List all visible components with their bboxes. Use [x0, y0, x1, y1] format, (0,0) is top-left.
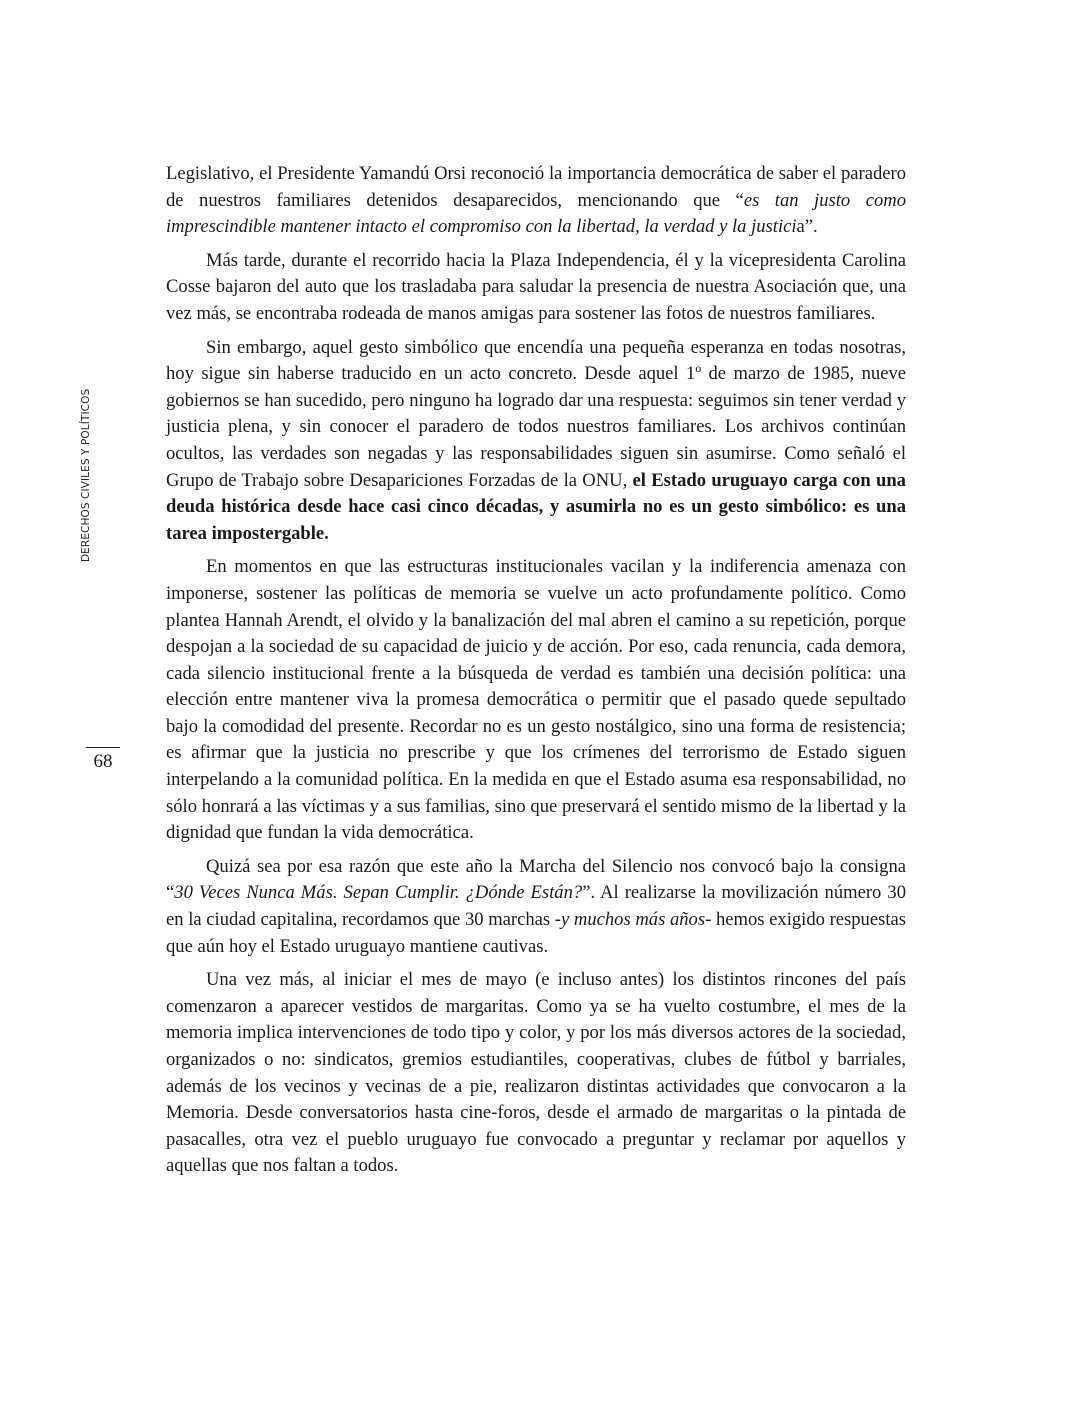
text-segment: Una vez más, al iniciar el mes de mayo (e incluso antes) los distintos rincones del país comenzaron a aparecer vestidos de margaritas. Como ya se ha vuelto costumbre, el mes de la memoria implica intervenciones de todo tipo y color, y por los más diversos actores de la sociedad, organizados o no: sindicatos, gremios estudiantiles, cooperativas, clubes de fútbol y barriales, además de los vecinos y vecinas de a pie, realizaron distintas actividades que convocaron a la Memoria. Desde conversatorios hasta cine-foros, desde el armado de margaritas o la pintada de pasacalles, otra vez el pueblo uruguayo fue convocado a preguntar y reclamar por aquellos y aquellas que nos faltan a todos.: [166, 969, 906, 1177]
body-text: [166, 161, 906, 1187]
text-segment: hemos exigido respuestas que aún hoy el Estado uruguayo mantiene cautivas.: [166, 909, 906, 957]
emphasis-bold: el Estado uruguayo carga con una deuda histórica desde hace casi cinco décadas, y asumirla no es un gesto simbólico: es una tarea impostergable.: [166, 469, 906, 544]
text-segment: Sin embargo, aquel gesto simbólico que encendía una pequeña esperanza en todas nosotras, hoy sigue sin haberse traducido en un acto concreto. Desde aquel 1º de marzo de 1985, nueve gobiernos se han sucedido, pero ninguno ha logrado dar una respuesta: seguimos sin tener verdad y justicia plena, y sin conocer el paradero de todos nuestros familiares. Los archivos continúan ocultos, las verdades son negadas y las responsabilidades siguen sin asumirse. Como señaló el Grupo de Trabajo sobre Desapariciones Forzadas de la ONU,: [166, 336, 906, 491]
slogan-italic: 30 Veces Nunca Más. Sepan Cumplir. ¿Dónde Están?: [174, 882, 583, 904]
text-segment: Legislativo, el Presidente Yamandú Orsi reconoció la importancia democrática de saber el paradero de nuestros familiares detenidos desaparecidos, mencionando que “: [166, 163, 906, 211]
text-segment: a”.: [796, 216, 818, 238]
quote-italic: es tan justo como imprescindible mantener intacto el compromiso con la libertad, la verdad y la justici: [166, 189, 906, 238]
text-segment: Más tarde, durante el recorrido hacia la Plaza Independencia, él y la vicepresidenta Carolina Cosse bajaron del auto que los trasladaba para saludar la presencia de nuestra Asociación que, una vez más, se encontraba rodeada de manos amigas para sostener las fotos de nuestros familiares.: [166, 249, 906, 324]
text-segment: En momentos en que las estructuras institucionales vacilan y la indiferencia amenaza con imponerse, sostener las políticas de memoria se vuelve un acto profundamente político. Como plantea Hannah Arendt, el olvido y la banalización del mal abren el camino a su repetición, porque despojan a la sociedad de su capacidad de juicio y de acción. Por eso, cada renuncia, cada demora, cada silencio institucional frente a la búsqueda de verdad es también una decisión política: una elección entre mantener viva la promesa democrática o permitir que el pasado quede sepultado bajo la comodidad del presente. Recordar no es un gesto nostálgico, sino una forma de resistencia; es afirmar que la justicia no prescribe y que los crímenes del terrorismo de Estado siguen interpelando a la comunidad política. En la medida en que el Estado asuma esa responsabilidad, no sólo honrará a las víctimas y a sus familias, sino que preservará el sentido mismo de la libertad y la dignidad que fundan la vida democrática.: [166, 556, 906, 844]
text-segment: Quizá sea por esa razón que este año la Marcha del Silencio nos convocó bajo la consigna “: [166, 855, 906, 904]
page-number: 68: [93, 751, 113, 772]
paragraph-5: [166, 854, 906, 960]
paragraph-6: [166, 967, 906, 1180]
paragraph-3: [166, 335, 906, 548]
paragraph-1: [166, 161, 906, 241]
aside-italic: -y muchos más años-: [554, 909, 712, 931]
paragraph-4: [166, 554, 906, 847]
paragraph-2: [166, 248, 906, 328]
text-segment: ”. Al realizarse la movilización número 30 en la ciudad capitalina, recordamos que 30 marchas: [166, 882, 906, 931]
page-number-rule: [86, 747, 120, 748]
running-head: DERECHOS CIVILES Y POLÍTICOS: [80, 388, 92, 562]
